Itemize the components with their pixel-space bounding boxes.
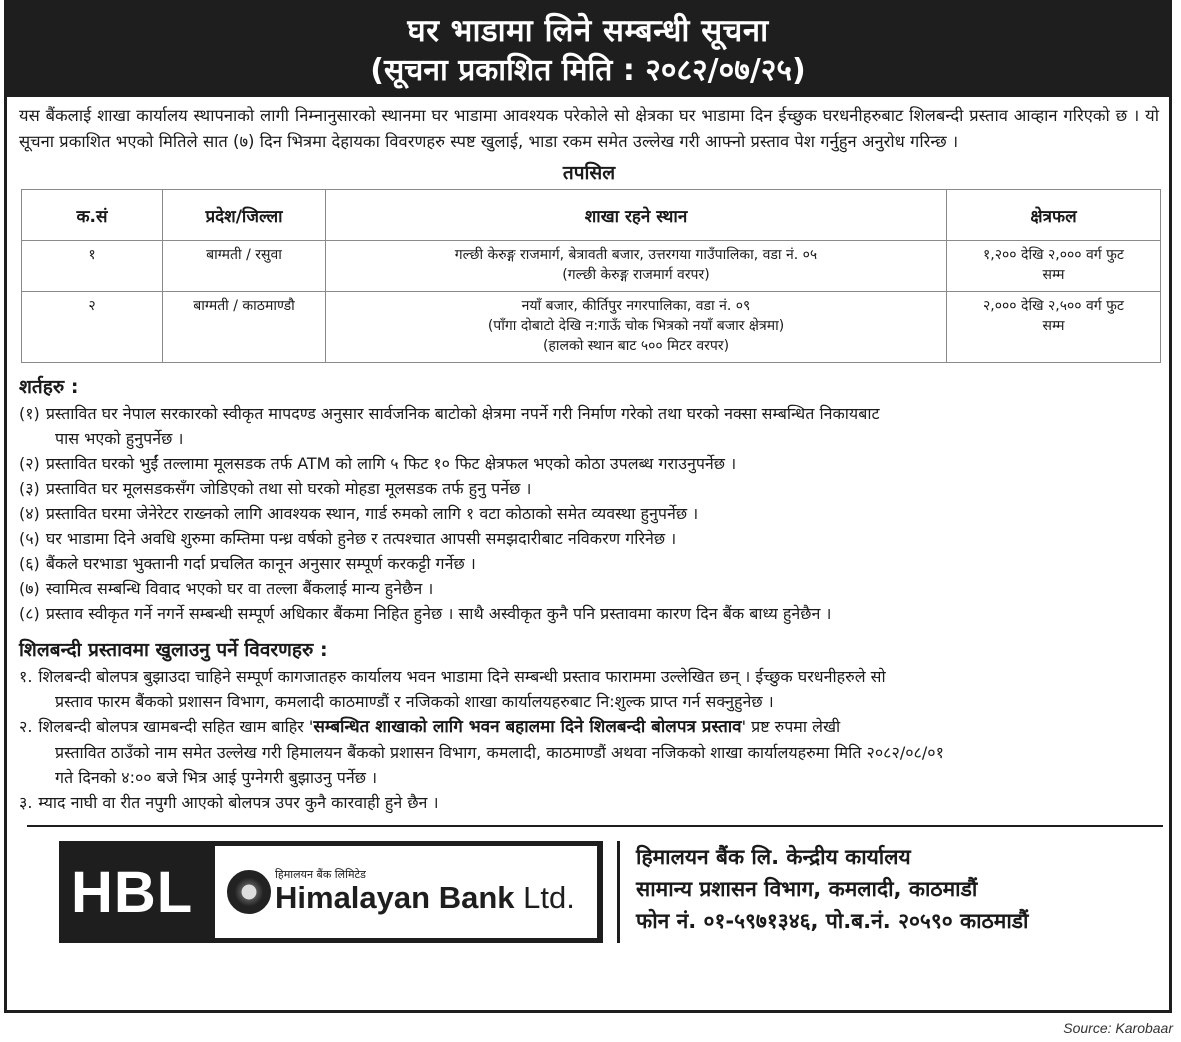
location-line: गल्छी केरुङ्ग राजमार्ग, बेत्रावती बजार, उत्तरगया गाउँपालिका, वडा नं. ०५ <box>454 247 818 263</box>
envelope-label-quote: सम्बन्धित शाखाको लागि भवन बहालमा दिने शिलबन्दी बोलपत्र प्रस्ताव <box>313 717 742 737</box>
cell-location <box>326 292 947 363</box>
cell-sn: २ <box>22 292 163 363</box>
detail-number: १. <box>19 667 33 686</box>
notice-frame <box>4 0 1172 1013</box>
term-item <box>19 401 1159 451</box>
details-list <box>19 664 1159 815</box>
term-text: प्रस्तावित घर मूलसडकसँग जोडिएको तथा सो घरको मोहडा मूलसडक तर्फ हुनु पर्नेछ । <box>45 479 532 498</box>
notice-header <box>7 3 1169 97</box>
detail-number: ३. <box>19 793 33 812</box>
bank-name-text: Himalayan Bank <box>275 880 515 915</box>
intro-paragraph: यस बैंकलाई शाखा कार्यालय स्थापनाको लागी निम्नानुसारको स्थानमा घर भाडामा आवश्यक परेकोले सो क्षेत्रका घर भाडामा दिन ईच्छुक घरधनीहरुबाट शिलबन्दी प्रस्ताव आव्हान गरिएको छ । यो सूचना प्रकाशित भएको मितिले सात (७) दिन भित्रमा देहायका विवरणहरु स्पष्ट खुलाई, भाडा रकम समेत उल्लेख गरी आफ्नो प्रस्ताव पेश गर्नुहुन अनुरोध गरिन्छ । <box>19 106 1159 151</box>
detail-text-cont: प्रस्ताव फारम बैंकको प्रशासन विभाग, कमलादी काठमाण्डौं र नजिकको शाखा कार्यालयहरुबाट नि:शुल्क प्राप्त गर्न सक्नुहुनेछ । <box>55 692 774 711</box>
address-line: हिमालयन बैंक लि. केन्द्रीय कार्यालय <box>636 845 911 869</box>
term-text: प्रस्तावित घरको भुईं तल्लामा मूलसडक तर्फ ATM को लागि ५ फिट १० फिट क्षेत्रफल भएको कोठा उपलब्ध गराउनुपर्नेछ । <box>45 454 737 473</box>
area-line: सम्म <box>1042 267 1065 283</box>
location-line: (हालको स्थान बाट ५०० मिटर वरपर) <box>542 338 730 354</box>
cell-district: बाग्मती / काठमाण्डौ <box>163 292 326 363</box>
term-text: घर भाडामा दिने अवधि शुरुमा कम्तिमा पन्ध्र वर्षको हुनेछ र तत्पश्चात आपसी समझदारीबाट नविकरण गरिनेछ । <box>45 529 677 548</box>
footer <box>59 841 1159 943</box>
table-row <box>22 292 1161 363</box>
logo-short: HBL <box>71 859 194 925</box>
term-number: (१) <box>19 404 40 423</box>
cell-location <box>326 241 947 292</box>
detail-text: ' प्रष्ट रुपमा लेखी <box>741 717 841 736</box>
term-number: (३) <box>19 479 40 498</box>
term-text: स्वामित्व सम्बन्धि विवाद भएको घर वा तल्ला बैंकलाई मान्य हुनेछैन । <box>45 579 434 598</box>
footer-divider <box>27 825 1163 827</box>
col-header-area: क्षेत्रफल <box>947 190 1161 241</box>
term-text: प्रस्तावित घर नेपाल सरकारको स्वीकृत मापदण्ड अनुसार सार्वजनिक बाटोको क्षेत्रमा नपर्ने गरी निर्माण गरेको तथा घरको नक्सा सम्बन्धित निकायबाट <box>45 404 880 423</box>
term-text: प्रस्तावित घरमा जेनेरेटर राख्नको लागि आवश्यक स्थान, गार्ड रुमको लागि १ वटा कोठाको समेत व्यवस्था हुनुपर्नेछ । <box>45 504 699 523</box>
term-item <box>19 551 1159 576</box>
term-item <box>19 576 1159 601</box>
office-address <box>617 841 1028 943</box>
detail-text: म्याद नाघी वा रीत नपुगी आएको बोलपत्र उपर कुनै कारवाही हुने छैन । <box>38 793 439 812</box>
location-line: (पाँगा दोबाटो देखि न:गाऊँ चोक भित्रको नयाँ बजार क्षेत्रमा) <box>487 318 785 334</box>
detail-item <box>19 790 1159 815</box>
area-line: २,००० देखि २,५०० वर्ग फुट <box>983 298 1124 314</box>
logo-panel <box>215 846 597 938</box>
table-title: तपसिल <box>562 162 616 184</box>
detail-number: २. <box>19 717 33 736</box>
source-credit: Source: Karobaar <box>1063 1020 1173 1036</box>
bank-ltd-text: Ltd. <box>523 880 575 915</box>
bank-emblem-icon <box>227 870 271 914</box>
detail-text-cont: गते दिनको ४:०० बजे भित्र आई पुग्नेगरी बुझाउनु पर्नेछ । <box>55 768 378 787</box>
term-item <box>19 476 1159 501</box>
term-number: (८) <box>19 604 40 623</box>
details-heading: शिलबन्दी प्रस्तावमा खुलाउनु पर्ने विवरणहरु : <box>19 639 328 661</box>
term-item <box>19 526 1159 551</box>
area-line: सम्म <box>1042 318 1065 334</box>
branch-table <box>21 189 1161 363</box>
detail-text: शिलबन्दी बोलपत्र बुझाउदा चाहिने सम्पूर्ण कागजातहरु कार्यालय भवन भाडामा दिने सम्बन्धी प्रस्ताव फाराममा उल्लेखित छन् । ईच्छुक घरधनीहरुले सो <box>38 667 886 686</box>
term-number: (६) <box>19 554 40 573</box>
location-line: (गल्छी केरुङ्ग राजमार्ग वरपर) <box>562 267 710 283</box>
detail-item <box>19 714 1159 790</box>
publish-date: (सूचना प्रकाशित मिति : २०८२/०७/२५) <box>370 53 806 88</box>
term-number: (२) <box>19 454 40 473</box>
cell-sn: १ <box>22 241 163 292</box>
bank-name <box>275 869 575 915</box>
term-number: (४) <box>19 504 40 523</box>
term-text-cont: पास भएको हुनुपर्नेछ । <box>55 429 184 448</box>
terms-list <box>19 401 1159 626</box>
address-line: फोन नं. ०१-५९७१३४६, पो.ब.नं. २०५९० काठमाडौं <box>636 909 1029 933</box>
term-number: (५) <box>19 529 40 548</box>
cell-area <box>947 292 1161 363</box>
col-header-district: प्रदेश/जिल्ला <box>163 190 326 241</box>
term-text: बैंकले घरभाडा भुक्तानी गर्दा प्रचलित कानून अनुसार सम्पूर्ण करकट्टी गर्नेछ । <box>45 554 476 573</box>
detail-item <box>19 664 1159 714</box>
term-item <box>19 501 1159 526</box>
col-header-sn: क.सं <box>22 190 163 241</box>
cell-area <box>947 241 1161 292</box>
term-number: (७) <box>19 579 40 598</box>
terms-heading: शर्तहरु : <box>19 376 79 398</box>
detail-text: शिलबन्दी बोलपत्र खामबन्दी सहित खाम बाहिर ' <box>38 717 314 736</box>
area-line: १,२०० देखि २,००० वर्ग फुट <box>983 247 1124 263</box>
term-item <box>19 601 1159 626</box>
col-header-location: शाखा रहने स्थान <box>326 190 947 241</box>
bank-logo <box>59 841 603 943</box>
term-text: प्रस्ताव स्वीकृत गर्ने नगर्ने सम्बन्धी सम्पूर्ण अधिकार बैंकमा निहित हुनेछ । साथै अस्वीकृत कुनै पनि प्रस्तावमा कारण दिन बैंक बाध्य हुनेछैन । <box>45 604 832 623</box>
term-item <box>19 451 1159 476</box>
bank-name-nepali: हिमालयन बैंक लिमिटेड <box>275 868 366 881</box>
detail-text-cont: प्रस्तावित ठाउँको नाम समेत उल्लेख गरी हिमालयन बैंकको प्रशासन विभाग, कमलादी, काठमाण्डौं अथवा नजिकको शाखा कार्यालयहरुमा मिति २०८२/०८/०१ <box>55 743 944 762</box>
address-line: सामान्य प्रशासन विभाग, कमलादी, काठमाडौं <box>636 877 978 901</box>
cell-district: बाग्मती / रसुवा <box>163 241 326 292</box>
notice-title: घर भाडामा लिने सम्बन्धी सूचना <box>407 13 769 49</box>
location-line: नयाँ बजार, कीर्तिपुर नगरपालिका, वडा नं. ०९ <box>521 298 751 314</box>
table-row <box>22 241 1161 292</box>
bank-name-english <box>275 881 575 915</box>
